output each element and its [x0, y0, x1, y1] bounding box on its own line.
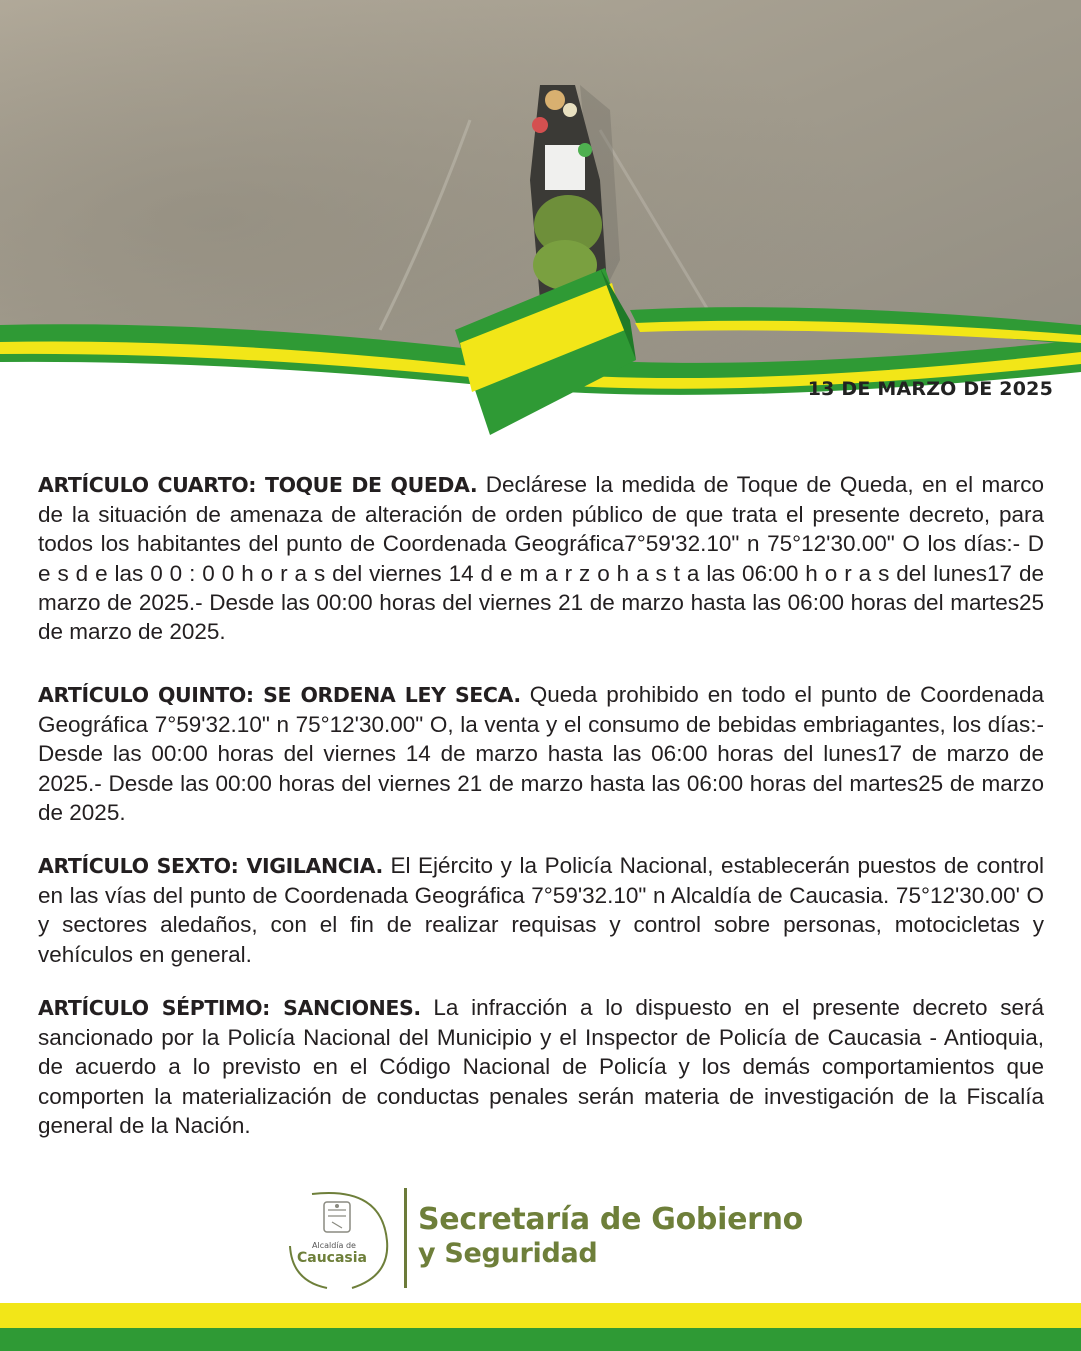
article-sexto	[38, 851, 1044, 969]
article-body: La infracción a lo dispuesto en el presente decreto será sancionado por la Policía Nacional del Municipio y el Inspector de Policía de Caucasia - Antioquia, de acuerdo a lo previsto en el Código Nacional de Policía y los demás comportamientos que comporten la materialización de conductas penales serán materia de investigación de la Fiscalía general de la Nación.	[38, 995, 1044, 1138]
article-heading: ARTÍCULO SÉPTIMO: SANCIONES.	[38, 996, 421, 1020]
article-body: El Ejército y la Policía Nacional, establecerán puestos de control en las vías del punto de Coordenada Geográfica 7°59'32.10" n Alcaldía de Caucasia. 75°12'30.00' O y sectores aledaños, con el fin de realizar requisas y control sobre personas, motocicletas y vehículos en general.	[38, 853, 1045, 967]
article-septimo	[38, 993, 1044, 1140]
article-cuarto	[38, 470, 1044, 646]
article-heading: ARTÍCULO CUARTO: TOQUE DE QUEDA.	[38, 473, 478, 497]
caucasia-seal-icon	[282, 1186, 392, 1290]
header-banner	[0, 0, 1081, 440]
article-body: Queda prohibido en todo el punto de Coordenada Geográfica 7°59'32.10" n 75°12'30.00" O, la venta y el consumo de bebidas embriagantes, los días:- Desde las 00:00 horas del viernes 14 de marzo hasta las 06:00 horas del lunes17 de marzo de 2025.- Desde las 00:00 horas del viernes 21 de marzo hasta las 06:00 horas del martes25 de marzo de 2025.	[38, 682, 1044, 825]
article-heading: ARTÍCULO SEXTO: VIGILANCIA.	[38, 854, 383, 878]
publication-date: 13 DE MARZO DE 2025	[807, 378, 1053, 400]
bottom-stripe-yellow	[0, 1303, 1081, 1328]
logo-name: Caucasia	[296, 1250, 368, 1266]
footer-divider	[404, 1188, 407, 1288]
department-title	[418, 1203, 803, 1271]
bottom-stripe-green	[0, 1328, 1081, 1351]
alcaldia-logo	[282, 1186, 392, 1290]
department-title-line1: Secretaría de Gobierno	[418, 1202, 803, 1237]
river-boat-photo	[0, 0, 1081, 440]
article-quinto	[38, 680, 1044, 827]
article-body: Declárese la medida de Toque de Queda, en el marco de la situación de amenaza de alteración de orden público de que trata el presente decreto, para todos los habitantes del punto de Coordenada Geográfica7°59'32.10" n 75°12'30.00" O los días:- D e s d e las 0 0 : 0 0 h o r a s del viernes 14 d e m a r z o h a s t a las 06:00 h o r a s del lunes17 de marzo de 2025.- Desde las 00:00 horas del viernes 21 de marzo hasta las 06:00 horas del martes25 de marzo de 2025.	[38, 472, 1045, 645]
logo-small-text: Alcaldía de	[312, 1241, 356, 1250]
article-heading: ARTÍCULO QUINTO: SE ORDENA LEY SECA.	[38, 683, 521, 707]
department-title-line2: y Seguridad	[418, 1238, 598, 1269]
